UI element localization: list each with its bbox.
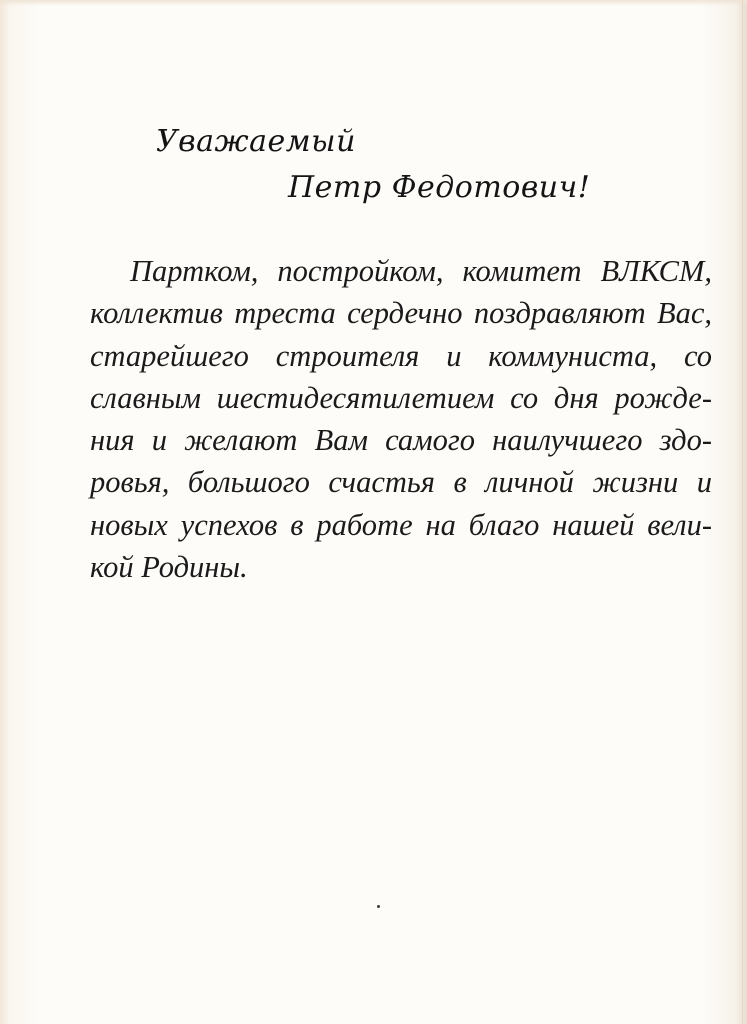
body-line: Партком, постройком, комитет ВЛКСМ, xyxy=(130,254,712,288)
ink-speck xyxy=(377,905,380,908)
body-line: славным шестидесятилетием со дня рожде- xyxy=(90,380,712,415)
body-line: ния и желают Вам самого наилучшего здо- xyxy=(90,423,712,458)
salutation-line-1: Уважаемый xyxy=(156,124,356,159)
body-line: кой Родины. xyxy=(90,550,248,585)
body-line: ровья, большого счастья в личной жизни и xyxy=(90,465,712,500)
paper-top-edge xyxy=(0,0,747,6)
paper-right-edge xyxy=(742,0,743,1024)
body-line: старейшего строителя и коммуниста, со xyxy=(90,338,712,373)
letter-body xyxy=(90,250,712,588)
salutation-line-2: Петр Федотович! xyxy=(288,170,591,205)
body-line: новых успехов в работе на благо нашей вели- xyxy=(90,507,712,542)
body-line: коллектив треста сердечно поздравляют Вас, xyxy=(90,296,712,331)
